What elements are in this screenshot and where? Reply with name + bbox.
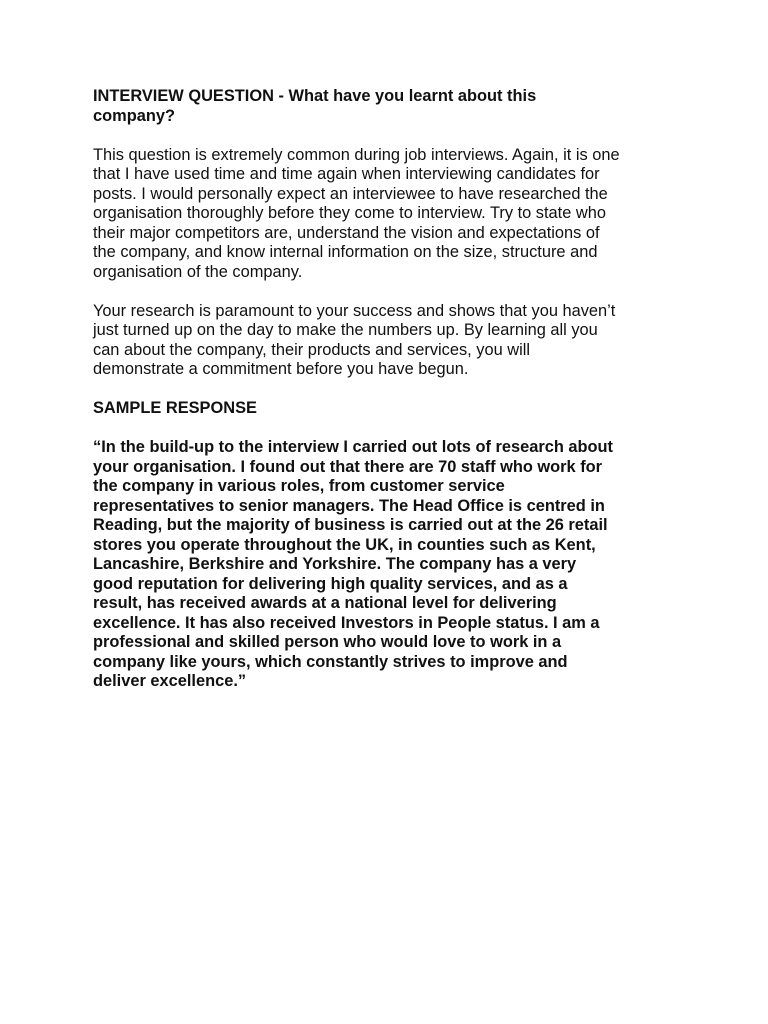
response-line: representatives to senior managers. The Head Office is centred in xyxy=(93,496,605,515)
intro-paragraph xyxy=(93,146,683,283)
response-line: Reading, but the majority of business is carried out at the 26 retail xyxy=(93,516,608,534)
response-line: stores you operate throughout the UK, in counties such as Kent, xyxy=(93,535,596,554)
response-line: company like yours, which constantly strives to improve and xyxy=(93,652,568,671)
response-line: “In the build-up to the interview I carried out lots of research about xyxy=(93,438,614,456)
interview-question-heading xyxy=(93,87,683,126)
paragraph-line: posts. I would personally expect an interviewee to have researched the xyxy=(93,184,608,203)
paragraph-line: just turned up on the day to make the numbers up. By learning all you xyxy=(93,321,598,339)
response-line: professional and skilled person who would love to work in a xyxy=(93,633,562,651)
paragraph-line: the company, and know internal information on the size, structure and xyxy=(93,243,598,261)
paragraph-line: organisation thoroughly before they come to interview. Try to state who xyxy=(93,204,606,222)
sample-response-heading: SAMPLE RESPONSE xyxy=(93,399,257,417)
paragraph-line: their major competitors are, understand the vision and expectations of xyxy=(93,223,600,242)
paragraph-line: can about the company, their products and services, you will xyxy=(93,340,531,359)
paragraph-line: organisation of the company. xyxy=(93,262,303,281)
document-body xyxy=(93,87,683,692)
response-line: your organisation. I found out that there are 70 staff who work for xyxy=(93,457,603,476)
research-paragraph xyxy=(93,302,683,380)
sample-response-text xyxy=(93,438,683,692)
paragraph-line: Your research is paramount to your success and shows that you haven’t xyxy=(93,301,616,320)
paragraph-line: that I have used time and time again when interviewing candidates for xyxy=(93,165,600,183)
response-line: the company in various roles, from customer service xyxy=(93,477,505,495)
response-line: good reputation for delivering high quality services, and as a xyxy=(93,574,568,593)
response-line: result, has received awards at a national level for delivering xyxy=(93,594,557,612)
heading-line: company? xyxy=(93,106,175,125)
heading-line: INTERVIEW QUESTION - What have you learnt about this xyxy=(93,87,537,105)
response-line: deliver excellence.” xyxy=(93,672,247,690)
response-line: excellence. It has also received Investors in People status. I am a xyxy=(93,613,600,632)
paragraph-line: demonstrate a commitment before you have begun. xyxy=(93,360,469,378)
response-line: Lancashire, Berkshire and Yorkshire. The company has a very xyxy=(93,555,577,573)
paragraph-line: This question is extremely common during job interviews. Again, it is one xyxy=(93,145,620,164)
